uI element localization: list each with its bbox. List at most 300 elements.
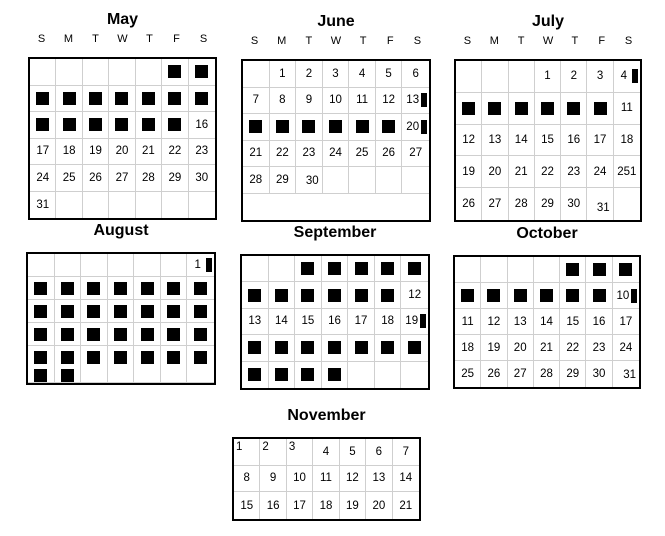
day-number: 11: [320, 472, 332, 485]
day-cell: [270, 167, 297, 194]
filled-day-marker: [195, 92, 208, 105]
day-cell: [81, 369, 108, 383]
day-cell: [560, 309, 586, 335]
day-cell: [56, 112, 82, 139]
day-cell: [83, 59, 109, 86]
day-cell: [482, 188, 508, 220]
filled-day-marker: [34, 328, 47, 341]
day-cell: [270, 114, 297, 141]
day-number: 11: [620, 102, 633, 115]
filled-day-marker: [302, 120, 315, 133]
filled-day-marker: [382, 120, 395, 133]
day-number: 20: [115, 145, 129, 158]
day-cell: [560, 361, 586, 387]
weekday-label: S: [624, 35, 633, 47]
day-number: 13: [488, 133, 502, 146]
filled-day-marker: [381, 341, 394, 354]
day-number: 19: [487, 341, 501, 354]
filled-day-marker: [461, 289, 474, 302]
weekday-label: T: [517, 35, 525, 47]
day-number: 2: [570, 70, 577, 83]
day-cell: [134, 369, 161, 383]
filled-day-marker: [355, 289, 368, 302]
day-number: 31: [596, 201, 610, 214]
day-cell: [134, 254, 161, 277]
day-number: 29: [275, 173, 289, 186]
filled-day-marker: [408, 341, 421, 354]
day-cell: [508, 257, 534, 283]
day-number: 15: [240, 499, 254, 512]
day-cell: [109, 192, 135, 219]
day-cell: [30, 59, 56, 86]
partial-day-marker: [632, 69, 638, 83]
day-number: 22: [168, 145, 182, 158]
day-number: 14: [274, 315, 288, 328]
day-cell: [56, 59, 82, 86]
day-cell: [456, 156, 482, 188]
day-cell: [586, 283, 612, 309]
weekday-label: S: [250, 35, 259, 47]
day-number: 21: [514, 165, 528, 178]
partial-day-marker: [206, 258, 212, 272]
day-number: 20: [372, 499, 386, 512]
day-number: 17: [619, 315, 633, 328]
day-cell: [81, 323, 108, 346]
day-cell: [561, 125, 587, 157]
day-number: 15: [301, 315, 315, 328]
day-number: 18: [62, 145, 76, 158]
day-cell: [509, 156, 535, 188]
day-cell: [296, 167, 323, 194]
filled-day-marker: [248, 289, 261, 302]
day-cell: [234, 466, 260, 493]
day-cell: [323, 167, 350, 194]
month-grid: [28, 57, 217, 220]
day-cell: [313, 439, 339, 466]
day-number: 5: [385, 67, 392, 80]
day-number: 17: [36, 145, 50, 158]
filled-day-marker: [355, 341, 368, 354]
day-cell: [376, 114, 403, 141]
filled-day-marker: [301, 289, 314, 302]
day-cell: [187, 300, 214, 323]
day-cell: [561, 188, 587, 220]
filled-day-marker: [34, 282, 47, 295]
day-cell: [613, 335, 639, 361]
day-cell: [313, 466, 339, 493]
filled-day-marker: [142, 118, 155, 131]
day-number: 13: [513, 315, 527, 328]
day-cell: [81, 254, 108, 277]
weekday-label: T: [359, 35, 367, 47]
day-cell: [534, 335, 560, 361]
day-cell: [108, 277, 135, 300]
day-cell: [269, 256, 296, 282]
filled-day-marker: [249, 120, 262, 133]
day-number: 30: [592, 368, 606, 380]
day-cell: [534, 309, 560, 335]
day-cell: [83, 165, 109, 192]
month-september: [240, 224, 430, 390]
month-june: [241, 13, 431, 222]
day-number: 25: [355, 147, 369, 160]
filled-day-marker: [141, 328, 154, 341]
day-cell: [340, 492, 366, 519]
partial-day-marker: [421, 93, 427, 107]
filled-day-marker: [301, 341, 314, 354]
day-cell: [508, 335, 534, 361]
partial-day-marker: [420, 314, 426, 328]
day-cell: [136, 165, 162, 192]
day-cell: [534, 361, 560, 387]
filled-day-marker: [276, 120, 289, 133]
filled-day-marker: [167, 282, 180, 295]
day-cell: [28, 323, 55, 346]
day-number: 13: [406, 94, 420, 107]
day-cell: [55, 346, 82, 369]
day-cell: [375, 309, 402, 335]
day-number: 2: [262, 441, 269, 453]
day-number: 14: [399, 472, 413, 485]
day-number: 30: [567, 198, 581, 211]
day-cell: [313, 492, 339, 519]
day-number: 20: [513, 341, 527, 354]
day-cell: [366, 492, 392, 519]
month-title: September: [293, 224, 377, 241]
day-number: 10: [329, 94, 342, 107]
day-cell: [375, 256, 402, 282]
weekday-header: [454, 35, 642, 47]
month-title: August: [93, 222, 149, 239]
day-cell: [287, 466, 313, 493]
filled-day-marker: [61, 305, 74, 318]
weekday-label: S: [37, 33, 46, 45]
day-cell: [509, 125, 535, 157]
day-cell: [136, 192, 162, 219]
day-number: 19: [89, 145, 102, 158]
day-cell: [393, 466, 419, 493]
day-cell: [295, 362, 322, 388]
day-cell: [481, 361, 507, 387]
weekday-label: S: [463, 35, 472, 47]
day-cell: [393, 439, 419, 466]
filled-day-marker: [194, 282, 207, 295]
day-cell: [349, 141, 376, 168]
day-cell: [295, 335, 322, 361]
filled-day-marker: [356, 120, 369, 133]
day-cell: [108, 254, 135, 277]
month-july: [454, 13, 642, 222]
day-cell: [162, 165, 188, 192]
day-cell: [136, 59, 162, 86]
day-cell: [509, 188, 535, 220]
weekday-label: F: [386, 35, 394, 47]
month-grid: [240, 254, 430, 390]
day-number: 26: [382, 147, 396, 160]
day-cell: [481, 335, 507, 361]
weekday-label: T: [571, 35, 579, 47]
day-number: 251: [617, 165, 637, 178]
filled-day-marker: [328, 262, 341, 275]
day-cell: [482, 61, 508, 93]
day-number: 21: [142, 145, 155, 158]
weekday-label: F: [173, 33, 180, 45]
filled-day-marker: [619, 263, 632, 276]
day-cell: [109, 165, 135, 192]
day-number: 13: [248, 315, 262, 328]
day-cell: [586, 335, 612, 361]
day-cell: [30, 112, 56, 139]
weekday-label: W: [542, 35, 554, 47]
day-cell: [161, 300, 188, 323]
month-november: [232, 407, 421, 521]
weekday-label: S: [413, 35, 422, 47]
day-cell: [322, 282, 349, 308]
filled-day-marker: [89, 92, 102, 105]
filled-day-marker: [114, 305, 127, 318]
day-cell: [187, 323, 214, 346]
day-cell: [55, 300, 82, 323]
day-number: 10: [616, 289, 630, 302]
day-cell: [55, 277, 82, 300]
day-number: 20: [406, 120, 420, 133]
day-cell: [509, 61, 535, 93]
filled-day-marker: [194, 328, 207, 341]
filled-day-marker: [168, 118, 181, 131]
day-number: 8: [279, 94, 286, 107]
day-cell: [340, 466, 366, 493]
day-cell: [287, 439, 313, 466]
day-number: 6: [412, 67, 419, 80]
day-number: 2: [305, 67, 313, 80]
day-cell: [375, 335, 402, 361]
day-cell: [587, 93, 613, 125]
day-cell: [162, 59, 188, 86]
day-cell: [109, 59, 135, 86]
day-cell: [534, 257, 560, 283]
day-cell: [28, 300, 55, 323]
filled-day-marker: [142, 92, 155, 105]
day-cell: [28, 254, 55, 277]
filled-day-marker: [36, 92, 49, 105]
weekday-label: M: [489, 35, 499, 47]
day-cell: [402, 61, 429, 88]
day-cell: [270, 88, 297, 115]
filled-day-marker: [87, 351, 100, 364]
day-cell: [455, 361, 481, 387]
day-cell: [482, 156, 508, 188]
day-number: 1: [279, 67, 286, 80]
day-cell: [535, 93, 561, 125]
day-cell: [83, 86, 109, 113]
day-number: 9: [305, 94, 313, 107]
month-title: July: [531, 13, 564, 30]
day-number: 12: [346, 472, 359, 485]
day-number: 24: [593, 165, 607, 178]
day-cell: [560, 257, 586, 283]
day-cell: [481, 309, 507, 335]
filled-day-marker: [194, 351, 207, 364]
day-cell: [481, 283, 507, 309]
day-cell: [402, 141, 429, 168]
day-number: 7: [252, 94, 259, 107]
day-cell: [81, 346, 108, 369]
day-cell: [81, 300, 108, 323]
day-cell: [161, 277, 188, 300]
filled-day-marker: [593, 263, 606, 276]
day-cell: [375, 362, 402, 388]
day-cell: [269, 309, 296, 335]
day-cell: [81, 277, 108, 300]
day-cell: [402, 114, 429, 141]
filled-day-marker: [63, 92, 76, 105]
day-cell: [28, 346, 55, 369]
day-number: 24: [329, 147, 342, 160]
filled-day-marker: [593, 289, 606, 302]
weekday-label: M: [277, 35, 287, 47]
day-number: 27: [488, 198, 502, 211]
day-cell: [614, 93, 640, 125]
day-cell: [535, 188, 561, 220]
day-cell: [189, 86, 215, 113]
day-cell: [242, 282, 269, 308]
weekday-label: M: [63, 33, 74, 45]
day-cell: [161, 369, 188, 383]
filled-day-marker: [34, 369, 47, 382]
month-may: [28, 11, 217, 220]
day-cell: [323, 61, 350, 88]
month-october: [453, 225, 641, 389]
day-cell: [161, 254, 188, 277]
day-number: 25: [62, 171, 76, 184]
day-cell: [162, 192, 188, 219]
day-cell: [535, 61, 561, 93]
day-number: 16: [592, 315, 606, 328]
month-title: June: [317, 13, 355, 30]
filled-day-marker: [540, 289, 553, 302]
filled-day-marker: [329, 120, 342, 133]
day-cell: [269, 282, 296, 308]
day-cell: [376, 141, 403, 168]
weekday-label: T: [305, 35, 313, 47]
filled-day-marker: [63, 118, 76, 131]
day-cell: [161, 346, 188, 369]
day-cell: [134, 277, 161, 300]
day-cell: [401, 335, 428, 361]
day-cell: [134, 346, 161, 369]
day-cell: [349, 88, 376, 115]
day-cell: [455, 335, 481, 361]
day-cell: [401, 256, 428, 282]
day-cell: [348, 256, 375, 282]
day-number: 8: [243, 472, 250, 485]
filled-day-marker: [195, 65, 208, 78]
day-cell: [482, 125, 508, 157]
day-number: 19: [405, 315, 419, 328]
day-cell: [561, 61, 587, 93]
day-number: 27: [513, 368, 527, 380]
day-number: 9: [269, 472, 277, 485]
filled-day-marker: [115, 118, 128, 131]
filled-day-marker: [114, 282, 127, 295]
day-cell: [587, 61, 613, 93]
day-cell: [401, 309, 428, 335]
month-grid: [232, 437, 421, 521]
filled-day-marker: [248, 341, 261, 354]
filled-day-marker: [488, 102, 501, 115]
day-number: 3: [596, 70, 604, 83]
day-number: 11: [356, 94, 369, 107]
day-number: 27: [409, 147, 423, 160]
day-number: 17: [593, 133, 607, 146]
day-number: 3: [332, 67, 339, 80]
day-cell: [108, 323, 135, 346]
day-cell: [534, 283, 560, 309]
day-number: 1: [236, 441, 243, 453]
day-cell: [295, 309, 322, 335]
filled-day-marker: [114, 351, 127, 364]
day-number: 24: [619, 341, 633, 354]
day-number: 25: [461, 368, 475, 380]
day-cell: [401, 362, 428, 388]
filled-day-marker: [34, 305, 47, 318]
day-cell: [587, 188, 613, 220]
month-title: November: [287, 407, 366, 424]
day-cell: [455, 257, 481, 283]
day-cell: [323, 114, 350, 141]
day-cell: [348, 282, 375, 308]
filled-day-marker: [87, 282, 100, 295]
day-cell: [535, 125, 561, 157]
filled-day-marker: [462, 102, 475, 115]
day-number: 6: [375, 445, 383, 458]
month-grid: [26, 252, 216, 385]
day-cell: [162, 112, 188, 139]
day-cell: [134, 323, 161, 346]
day-number: 20: [488, 165, 502, 178]
day-number: 3: [288, 441, 296, 453]
day-cell: [322, 362, 349, 388]
day-number: 5: [349, 445, 356, 458]
day-cell: [260, 492, 286, 519]
month-grid: [454, 59, 642, 222]
weekday-header: [28, 33, 217, 45]
day-number: 12: [382, 94, 396, 107]
filled-day-marker: [328, 341, 341, 354]
day-cell: [187, 254, 214, 277]
day-cell: [296, 141, 323, 168]
day-number: 18: [620, 133, 634, 146]
day-number: 23: [567, 165, 581, 178]
filled-day-marker: [567, 102, 580, 115]
day-number: 26: [462, 198, 476, 211]
day-cell: [366, 439, 392, 466]
filled-day-marker: [381, 262, 394, 275]
day-cell: [187, 277, 214, 300]
day-cell: [482, 93, 508, 125]
filled-day-marker: [566, 289, 579, 302]
weekday-label: W: [330, 35, 342, 47]
day-cell: [56, 139, 82, 166]
day-cell: [109, 112, 135, 139]
day-cell: [243, 141, 270, 168]
partial-day-marker: [421, 120, 427, 134]
filled-day-marker: [115, 92, 128, 105]
filled-day-marker: [301, 368, 314, 381]
filled-day-marker: [487, 289, 500, 302]
day-cell: [508, 283, 534, 309]
day-number: 13: [372, 472, 386, 485]
